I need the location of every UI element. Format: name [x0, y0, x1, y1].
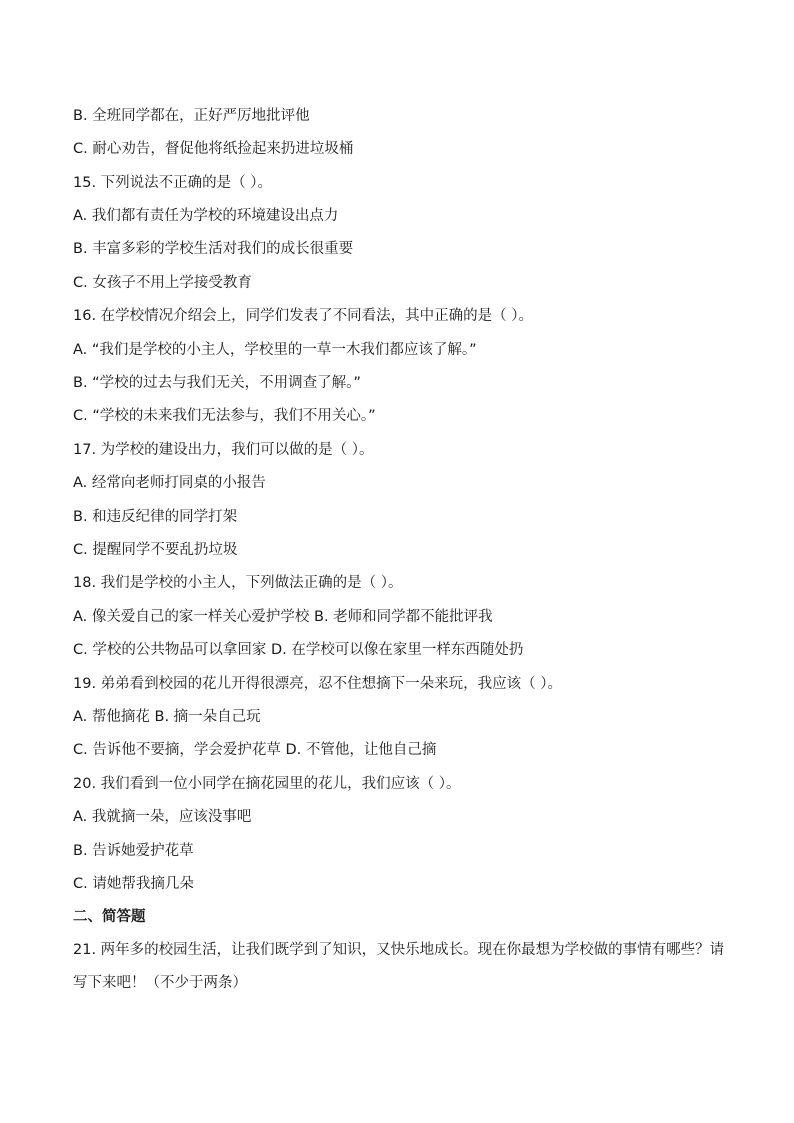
q14-option-b: B. 全班同学都在，正好严厉地批评他	[73, 108, 310, 124]
q14-option-c: C. 耐心劝告，督促他将纸捡起来扔进垃圾桶	[73, 141, 354, 157]
q16-option-c: C. “学校的未来我们无法参与，我们不用关心。”	[73, 408, 376, 424]
q18-options-cd: C. 学校的公共物品可以拿回家 D. 在学校可以像在家里一样东西随处扔	[73, 642, 524, 658]
q17-question: 17. 为学校的建设出力，我们可以做的是（ ）。	[73, 442, 374, 458]
q20-option-a: A. 我就摘一朵，应该没事吧	[73, 809, 252, 825]
q15-option-b: B. 丰富多彩的学校生活对我们的成长很重要	[73, 241, 354, 257]
q15-option-c: C. 女孩子不用上学接受教育	[73, 275, 252, 291]
q18-options-ab: A. 像关爱自己的家一样关心爱护学校 B. 老师和同学都不能批评我	[73, 609, 493, 625]
q19-options-cd: C. 告诉他不要摘，学会爱护花草 D. 不管他，让他自己摘	[73, 742, 437, 758]
q16-option-a: A. “我们是学校的小主人，学校里的一草一木我们都应该了解。”	[73, 342, 477, 358]
q19-options-ab: A. 帮他摘花 B. 摘一朵自己玩	[73, 709, 261, 725]
q19-question: 19. 弟弟看到校园的花儿开得很漂亮，忍不住想摘下一朵来玩，我应该（ ）。	[73, 676, 563, 692]
q15-option-a: A. 我们都有责任为学校的环境建设出点力	[73, 208, 339, 224]
q16-option-b: B. “学校的过去与我们无关，不用调查了解。”	[73, 375, 361, 391]
q15-question: 15. 下列说法不正确的是（ ）。	[73, 175, 273, 191]
section-title: 二、简答题	[73, 909, 146, 925]
q20-option-c: C. 请她帮我摘几朵	[73, 876, 194, 892]
q17-option-c: C. 提醒同学不要乱扔垃圾	[73, 542, 238, 558]
q20-option-b: B. 告诉她爱护花草	[73, 843, 194, 859]
q17-option-b: B. 和违反纪律的同学打架	[73, 509, 238, 525]
q17-option-a: A. 经常向老师打同桌的小报告	[73, 475, 266, 491]
q16-question: 16. 在学校情况介绍会上，同学们发表了不同看法，其中正确的是（ ）。	[73, 308, 534, 324]
q21-question: 21. 两年多的校园生活，让我们既学到了知识，又快乐地成长。现在你最想为学校做的事情有哪些？请写下来吧！（不少于两条）	[73, 942, 725, 991]
q20-question: 20. 我们看到一位小同学在摘花园里的花儿，我们应该（ ）。	[73, 776, 461, 792]
q18-question: 18. 我们是学校的小主人，下列做法正确的是（ ）。	[73, 575, 403, 591]
